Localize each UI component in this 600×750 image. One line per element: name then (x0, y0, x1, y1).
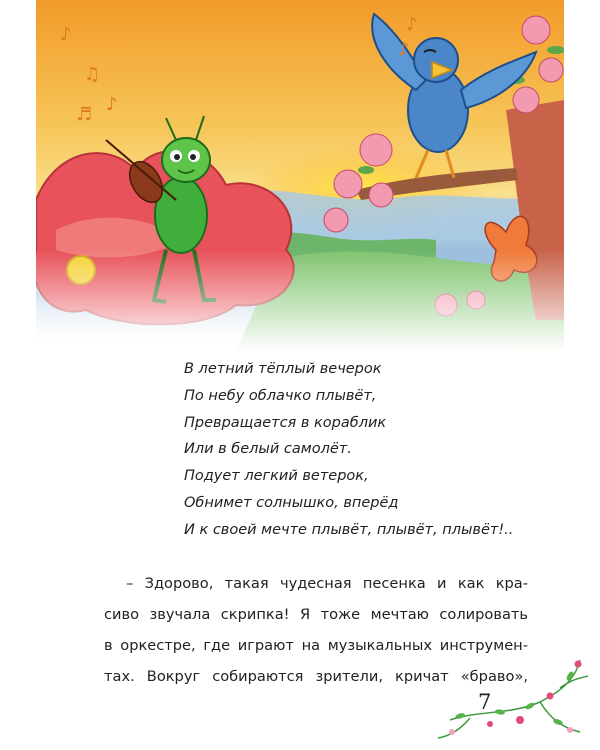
poem-line: Обнимет солнышко, вперёд (184, 494, 399, 511)
floral-corner-ornament (430, 640, 590, 745)
svg-text:♪: ♪ (60, 24, 72, 45)
svg-text:♬: ♬ (76, 104, 93, 125)
illustration (36, 0, 564, 352)
svg-text:♪: ♪ (106, 94, 118, 115)
svg-text:♪: ♪ (406, 14, 418, 35)
prose-line: – Здорово, такая чудесная песенка и как кра- (126, 575, 528, 592)
poem-line: Превращается в кораблик (184, 414, 387, 431)
prose-line: тах. Вокруг собираются зрители, кричат «браво», (104, 668, 528, 685)
poem-line: Подует легкий ветерок, (184, 468, 369, 485)
svg-text:♪: ♪ (398, 39, 410, 60)
poem (184, 356, 544, 544)
poem-line: В летний тёплый вечерок (184, 361, 382, 377)
bird-and-cricket-illustration (36, 0, 564, 352)
prose-line: в оркестре, где играют на музыкальных инструмен- (104, 637, 528, 654)
svg-text:♫: ♫ (84, 64, 101, 85)
prose-line: сиво звучала скрипка! Я тоже мечтаю солировать (104, 606, 528, 623)
poem-line: И к своей мечте плывёт, плывёт, плывёт!.. (184, 521, 514, 538)
page-number: 7 (478, 690, 492, 714)
poem-line: Или в белый самолёт. (184, 441, 352, 458)
poem-line: По небу облачко плывёт, (184, 387, 377, 404)
vine-icon (430, 640, 590, 745)
